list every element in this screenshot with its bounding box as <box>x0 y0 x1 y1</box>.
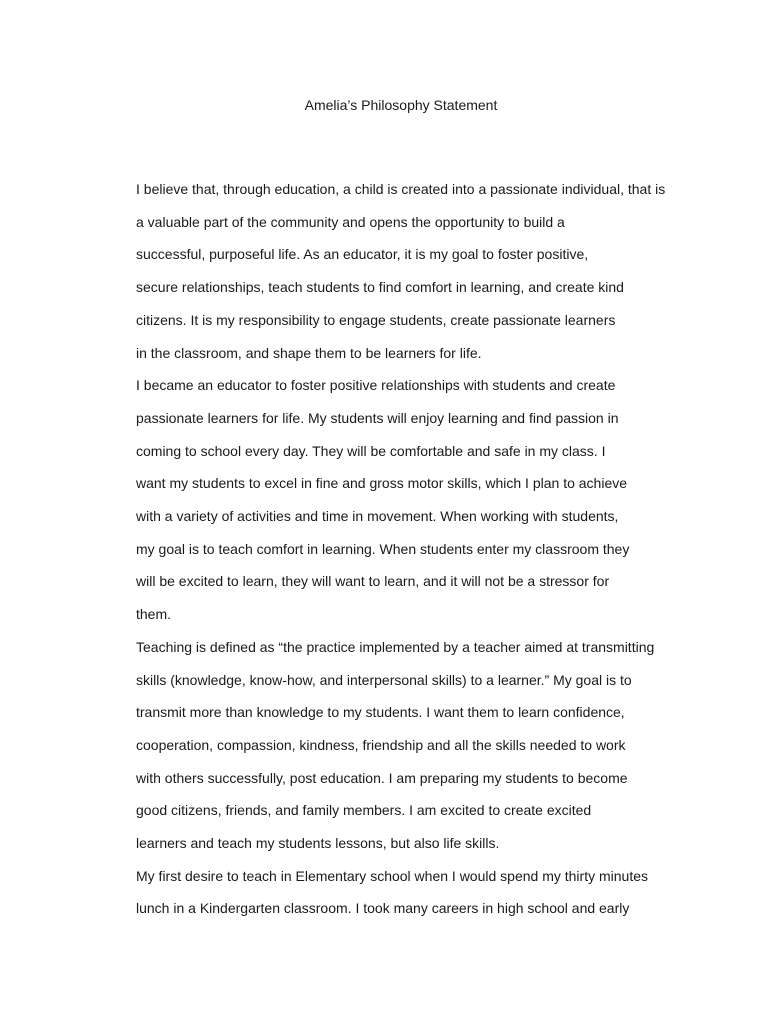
paragraph-4 <box>136 860 676 925</box>
text-line: coming to school every day. They will be comfortable and safe in my class. I <box>136 442 606 459</box>
text-line: want my students to excel in fine and gross motor skills, which I plan to achieve <box>136 475 628 492</box>
text-line: with others successfully, post education. I am preparing my students to become <box>136 769 628 786</box>
text-line: with a variety of activities and time in movement. When working with students, <box>136 508 619 525</box>
text-line: passionate learners for life. My students will enjoy learning and find passion in <box>136 409 619 426</box>
text-line: my goal is to teach comfort in learning. When students enter my classroom they <box>136 540 630 557</box>
text-line: I became an educator to foster positive relationships with students and create <box>136 377 616 394</box>
text-line: them. <box>136 606 172 623</box>
text-line: learners and teach my students lessons, but also life skills. <box>136 835 500 852</box>
paragraph-1 <box>136 173 676 369</box>
text-line: Teaching is defined as “the practice implemented by a teacher aimed at transmitting <box>136 638 655 655</box>
paragraph-2 <box>136 369 676 631</box>
text-line: a valuable part of the community and opens the opportunity to build a <box>136 213 565 230</box>
text-line: transmit more than knowledge to my students. I want them to learn confidence, <box>136 704 625 721</box>
paragraph-3 <box>136 631 676 860</box>
text-line: cooperation, compassion, kindness, friendship and all the skills needed to work <box>136 736 626 753</box>
text-line: skills (knowledge, know-how, and interpersonal skills) to a learner.” My goal is to <box>136 671 632 688</box>
text-line: My first desire to teach in Elementary school when I would spend my thirty minutes <box>136 867 648 884</box>
document-body <box>136 173 676 925</box>
text-line: citizens. It is my responsibility to engage students, create passionate learners <box>136 311 616 328</box>
text-line: lunch in a Kindergarten classroom. I took many careers in high school and early <box>136 900 630 917</box>
text-line: secure relationships, teach students to find comfort in learning, and create kind <box>136 279 624 296</box>
document-title: Amelia’s Philosophy Statement <box>304 97 498 113</box>
text-line: successful, purposeful life. As an educator, it is my goal to foster positive, <box>136 246 589 263</box>
text-line: good citizens, friends, and family members. I am excited to create excited <box>136 802 592 819</box>
text-line: I believe that, through education, a child is created into a passionate individual, that is <box>136 181 666 197</box>
text-line: will be excited to learn, they will want to learn, and it will not be a stressor for <box>136 573 610 590</box>
text-line: in the classroom, and shape them to be learners for life. <box>136 344 482 361</box>
